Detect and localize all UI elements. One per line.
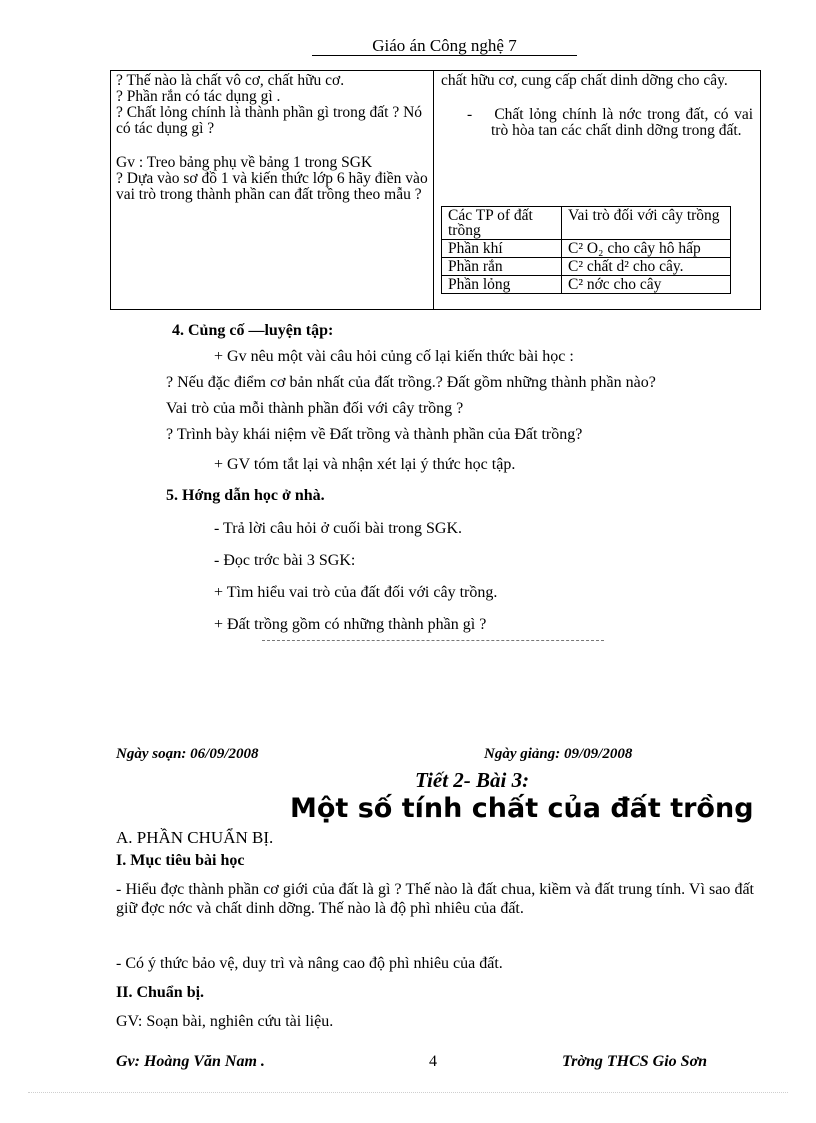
- page-number: 4: [429, 1053, 437, 1070]
- table-cell: C² O₂ cho cây hô hấp: [562, 240, 731, 258]
- table-cell: C² nớc cho cây: [562, 276, 731, 294]
- table-header-cell: Các TP of đất trồng: [442, 207, 562, 240]
- table-right-column: [441, 73, 753, 139]
- soil-components-table: [441, 206, 731, 294]
- prep-gv-text: GV: Soạn bài, nghiên cứu tài liệu.: [116, 1013, 334, 1030]
- section-4-line: ? Trình bày khái niệm về Đất trồng và thành phần của Đất trồng?: [166, 426, 583, 443]
- objective-text: - Có ý thức bảo vệ, duy trì và nâng cao độ phì nhiêu của đất.: [116, 955, 503, 972]
- answer-bullet: - Chất lỏng chính là nớc trong đất, có vai trò hòa tan các chất dinh dỡng trong đất.: [467, 106, 754, 139]
- table-cell: Phần khí: [442, 240, 562, 258]
- table-cell: Phần lỏng: [442, 276, 562, 294]
- table-row: [442, 276, 731, 294]
- table-cell: C² chất d² cho cây.: [562, 258, 731, 276]
- header-underline: [312, 55, 577, 56]
- prepared-date: Ngày soạn: 06/09/2008: [116, 746, 259, 762]
- section-4-line: + Gv nêu một vài câu hỏi củng cố lại kiến thức bài học :: [214, 348, 574, 365]
- answer-bullet-text: Chất lỏng chính là nớc trong đất, có vai trò hòa tan các chất dinh dỡng trong đất.: [491, 106, 754, 139]
- page-header-title: Giáo án Công nghệ 7: [372, 36, 517, 55]
- section-5-line: - Trả lời câu hỏi ở cuối bài trong SGK.: [214, 520, 463, 537]
- footer-teacher: Gv: Hoàng Văn Nam .: [116, 1053, 265, 1070]
- section-4-line: + GV tóm tắt lại và nhận xét lại ý thức học tập.: [214, 456, 516, 473]
- part-a-title: A. PHẦN CHUẨN BỊ.: [116, 828, 274, 847]
- teacher-question: ? Thế nào là chất vô cơ, chất hữu cơ.: [116, 72, 345, 89]
- teaching-date: Ngày giảng: 09/09/2008: [484, 746, 633, 762]
- section-5-line: + Tìm hiểu vai trò của đất đối với cây trồng.: [214, 584, 498, 601]
- spacer: [116, 137, 428, 153]
- section-4-line: Vai trò của mỗi thành phần đối với cây trồng ?: [166, 400, 464, 417]
- bottom-dotted-rule: [28, 1092, 788, 1093]
- objectives-title: I. Mục tiêu bài học: [116, 852, 245, 869]
- objective-text: - Hiểu đợc thành phần cơ giới của đất là gì ? Thế nào là đất chua, kiềm và đất trung tính. Vì sao đất giữ đợc nớc và chất dinh dỡng. Thế nào là độ phì nhiêu của đất.: [116, 881, 754, 917]
- teacher-action: Gv : Treo bảng phụ về bảng 1 trong SGK: [116, 154, 373, 171]
- teacher-question: ? Phần rắn có tác dụng gì .: [116, 88, 281, 105]
- section-5-line: - Đọc trớc bài 3 SGK:: [214, 552, 356, 569]
- answer-text: chất hữu cơ, cung cấp chất dinh dỡng cho cây.: [441, 72, 728, 89]
- teacher-question: ? Chất lỏng chính là thành phần gì trong đất ? Nó có tác dụng gì ?: [116, 104, 423, 137]
- teacher-question: ? Dựa vào sơ đồ 1 và kiến thức lớp 6 hãy điền vào vai trò trong thành phần can đất trồng theo mẫu ?: [116, 170, 428, 203]
- table-row: [442, 207, 731, 240]
- footer-school: Trờng THCS Gio Sơn: [562, 1053, 708, 1070]
- table-row: [442, 240, 731, 258]
- table-row: [442, 258, 731, 276]
- section-5-line: + Đất trồng gồm có những thành phần gì ?: [214, 616, 487, 633]
- section-4-line: ? Nếu đặc điểm cơ bản nhất của đất trồng.? Đất gồm những thành phần nào?: [166, 374, 656, 391]
- table-header-cell: Vai trò đối với cây trồng: [562, 207, 731, 240]
- table-column-divider: [433, 70, 434, 310]
- table-left-column: [116, 73, 428, 203]
- section-5-title: 5. Hớng dẫn học ở nhà.: [166, 487, 325, 504]
- lesson-number: Tiết 2- Bài 3:: [415, 768, 530, 792]
- lesson-title: Một số tính chất của đất trồng: [290, 793, 754, 824]
- table-cell: Phần rắn: [442, 258, 562, 276]
- section-4-title: 4. Củng cố —luyện tập:: [172, 322, 334, 339]
- section-divider: [262, 640, 604, 641]
- prep-title: II. Chuẩn bị.: [116, 984, 205, 1001]
